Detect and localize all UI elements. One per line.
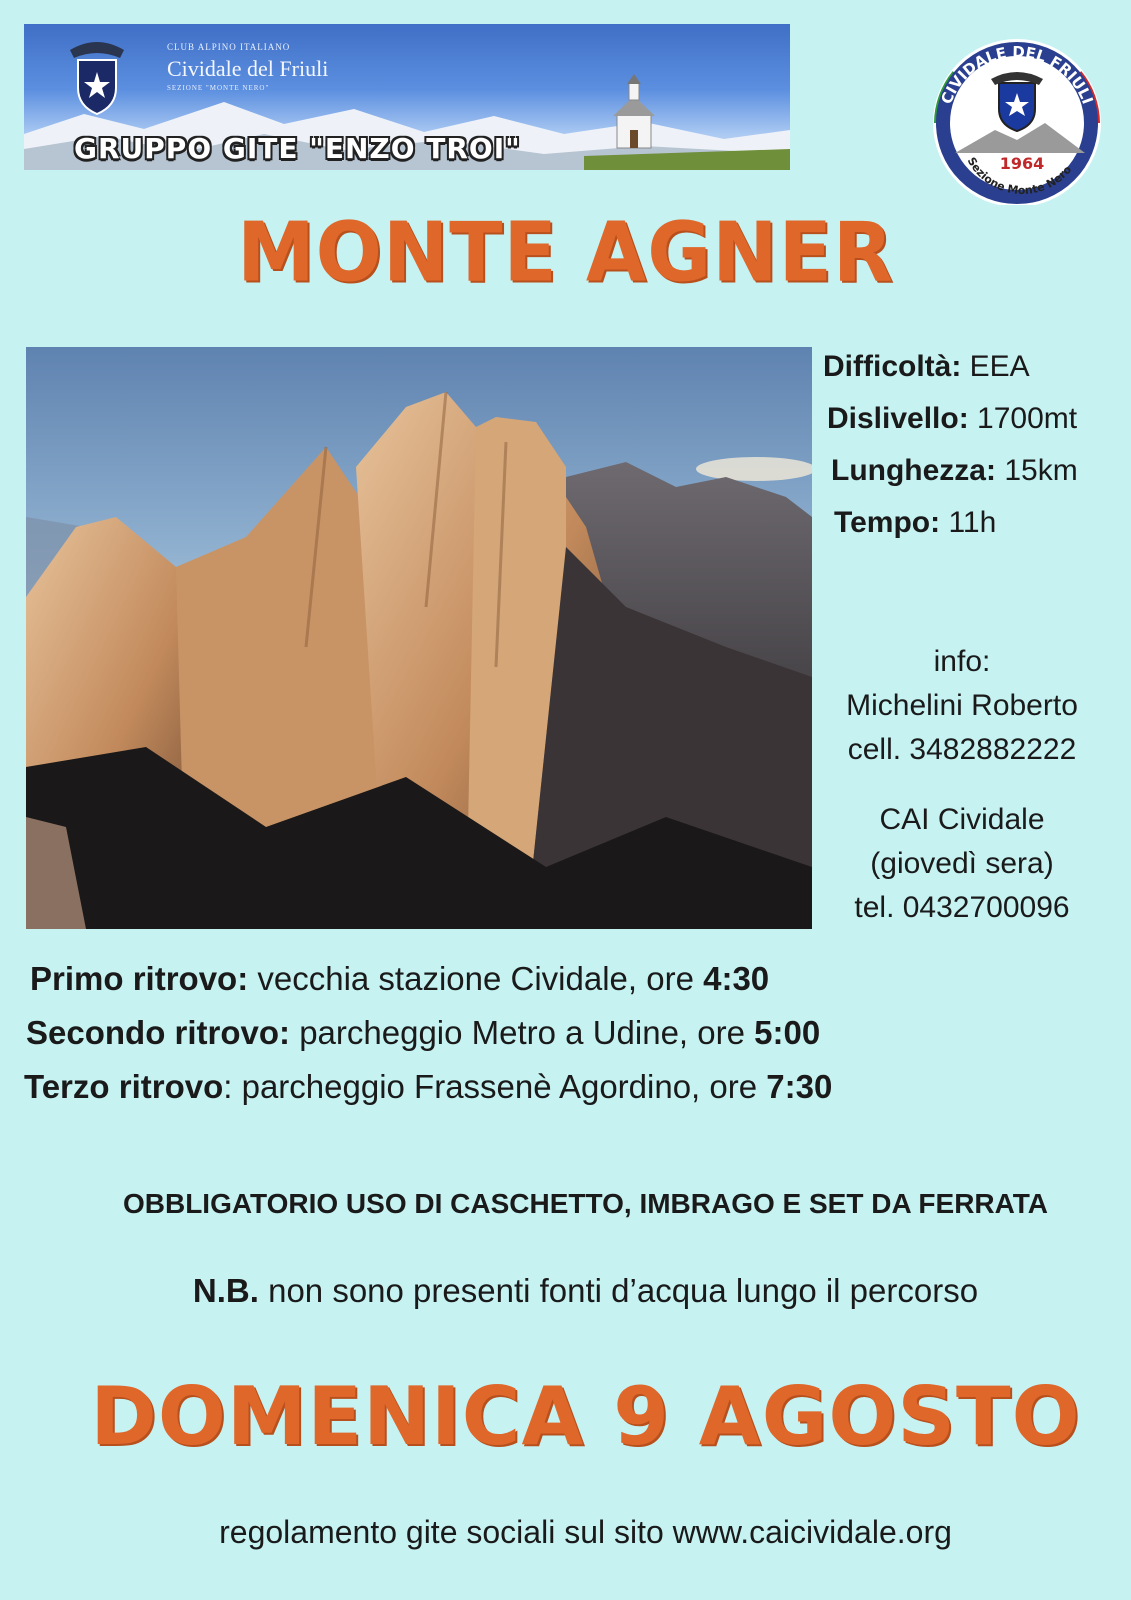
contact-name: Michelini Roberto (846, 689, 1078, 722)
round-logo-bottom-text: Sezione Monte Nero (964, 155, 1075, 197)
spec-label: Difficoltà: (823, 350, 962, 383)
page-title: MONTE AGNER (237, 205, 894, 301)
cai-shield-logo (64, 36, 130, 118)
cai-name: CAI Cividale (879, 803, 1045, 836)
spec-value: 15km (996, 454, 1078, 487)
mountain-photo (26, 347, 812, 929)
nb-text: non sono presenti fonti d’acqua lungo il percorso (258, 1272, 979, 1309)
section-round-logo (925, 35, 1110, 205)
spec-label: Dislivello: (827, 402, 969, 435)
footer-website: regolamento gite sociali sul sito www.caicividale.org (219, 1514, 952, 1550)
cai-hours: (giovedì sera) (870, 847, 1054, 880)
spec-label: Lunghezza: (831, 454, 996, 487)
spec-length (831, 454, 1078, 488)
meeting-point-first (30, 960, 769, 998)
club-small-text: CLUB ALPINO ITALIANO (167, 42, 291, 52)
meeting-label: Terzo ritrovo (24, 1068, 224, 1105)
event-date: DOMENICA 9 AGOSTO (90, 1370, 1081, 1463)
spec-value: 11h (940, 506, 997, 539)
meeting-time: 7:30 (766, 1068, 833, 1105)
meeting-place: parcheggio Metro a Udine, ore (290, 1014, 755, 1051)
contact-info (812, 640, 1112, 772)
round-logo-top-text: CIVIDALE DEL FRIULI (937, 42, 1097, 107)
water-notice (20, 1272, 1131, 1310)
spec-value: 1700mt (968, 402, 1078, 435)
meeting-place: vecchia stazione Cividale, ore (248, 960, 704, 997)
meeting-time: 5:00 (754, 1014, 821, 1051)
meeting-time: 4:30 (703, 960, 770, 997)
spec-elevation (827, 402, 1077, 436)
nb-label: N.B. (192, 1272, 259, 1309)
round-logo-year: 1964 (999, 154, 1045, 173)
club-name: Cividale del Friuli (167, 56, 329, 81)
chapel-icon (599, 74, 669, 154)
meeting-point-second (26, 1014, 820, 1052)
spec-time (834, 506, 996, 540)
cai-phone: tel. 0432700096 (854, 891, 1070, 924)
club-section: SEZIONE "MONTE NERO" (167, 84, 270, 92)
group-name: GRUPPO GITE "ENZO TROI" (74, 132, 521, 165)
spec-difficulty (823, 350, 1030, 384)
cai-contact (812, 798, 1112, 930)
header-banner (24, 24, 790, 170)
meeting-label: Secondo ritrovo: (26, 1014, 291, 1051)
mandatory-equipment-notice: OBBLIGATORIO USO DI CASCHETTO, IMBRAGO E SET DA FERRATA (122, 1188, 1049, 1219)
spec-value: EEA (961, 350, 1030, 383)
info-label: info: (933, 645, 991, 678)
contact-cell: cell. 3482882222 (847, 733, 1077, 766)
meeting-place: : parcheggio Frassenè Agordino, ore (223, 1068, 767, 1105)
spec-label: Tempo: (834, 506, 941, 539)
meeting-point-third (24, 1068, 832, 1106)
meeting-label: Primo ritrovo: (30, 960, 249, 997)
